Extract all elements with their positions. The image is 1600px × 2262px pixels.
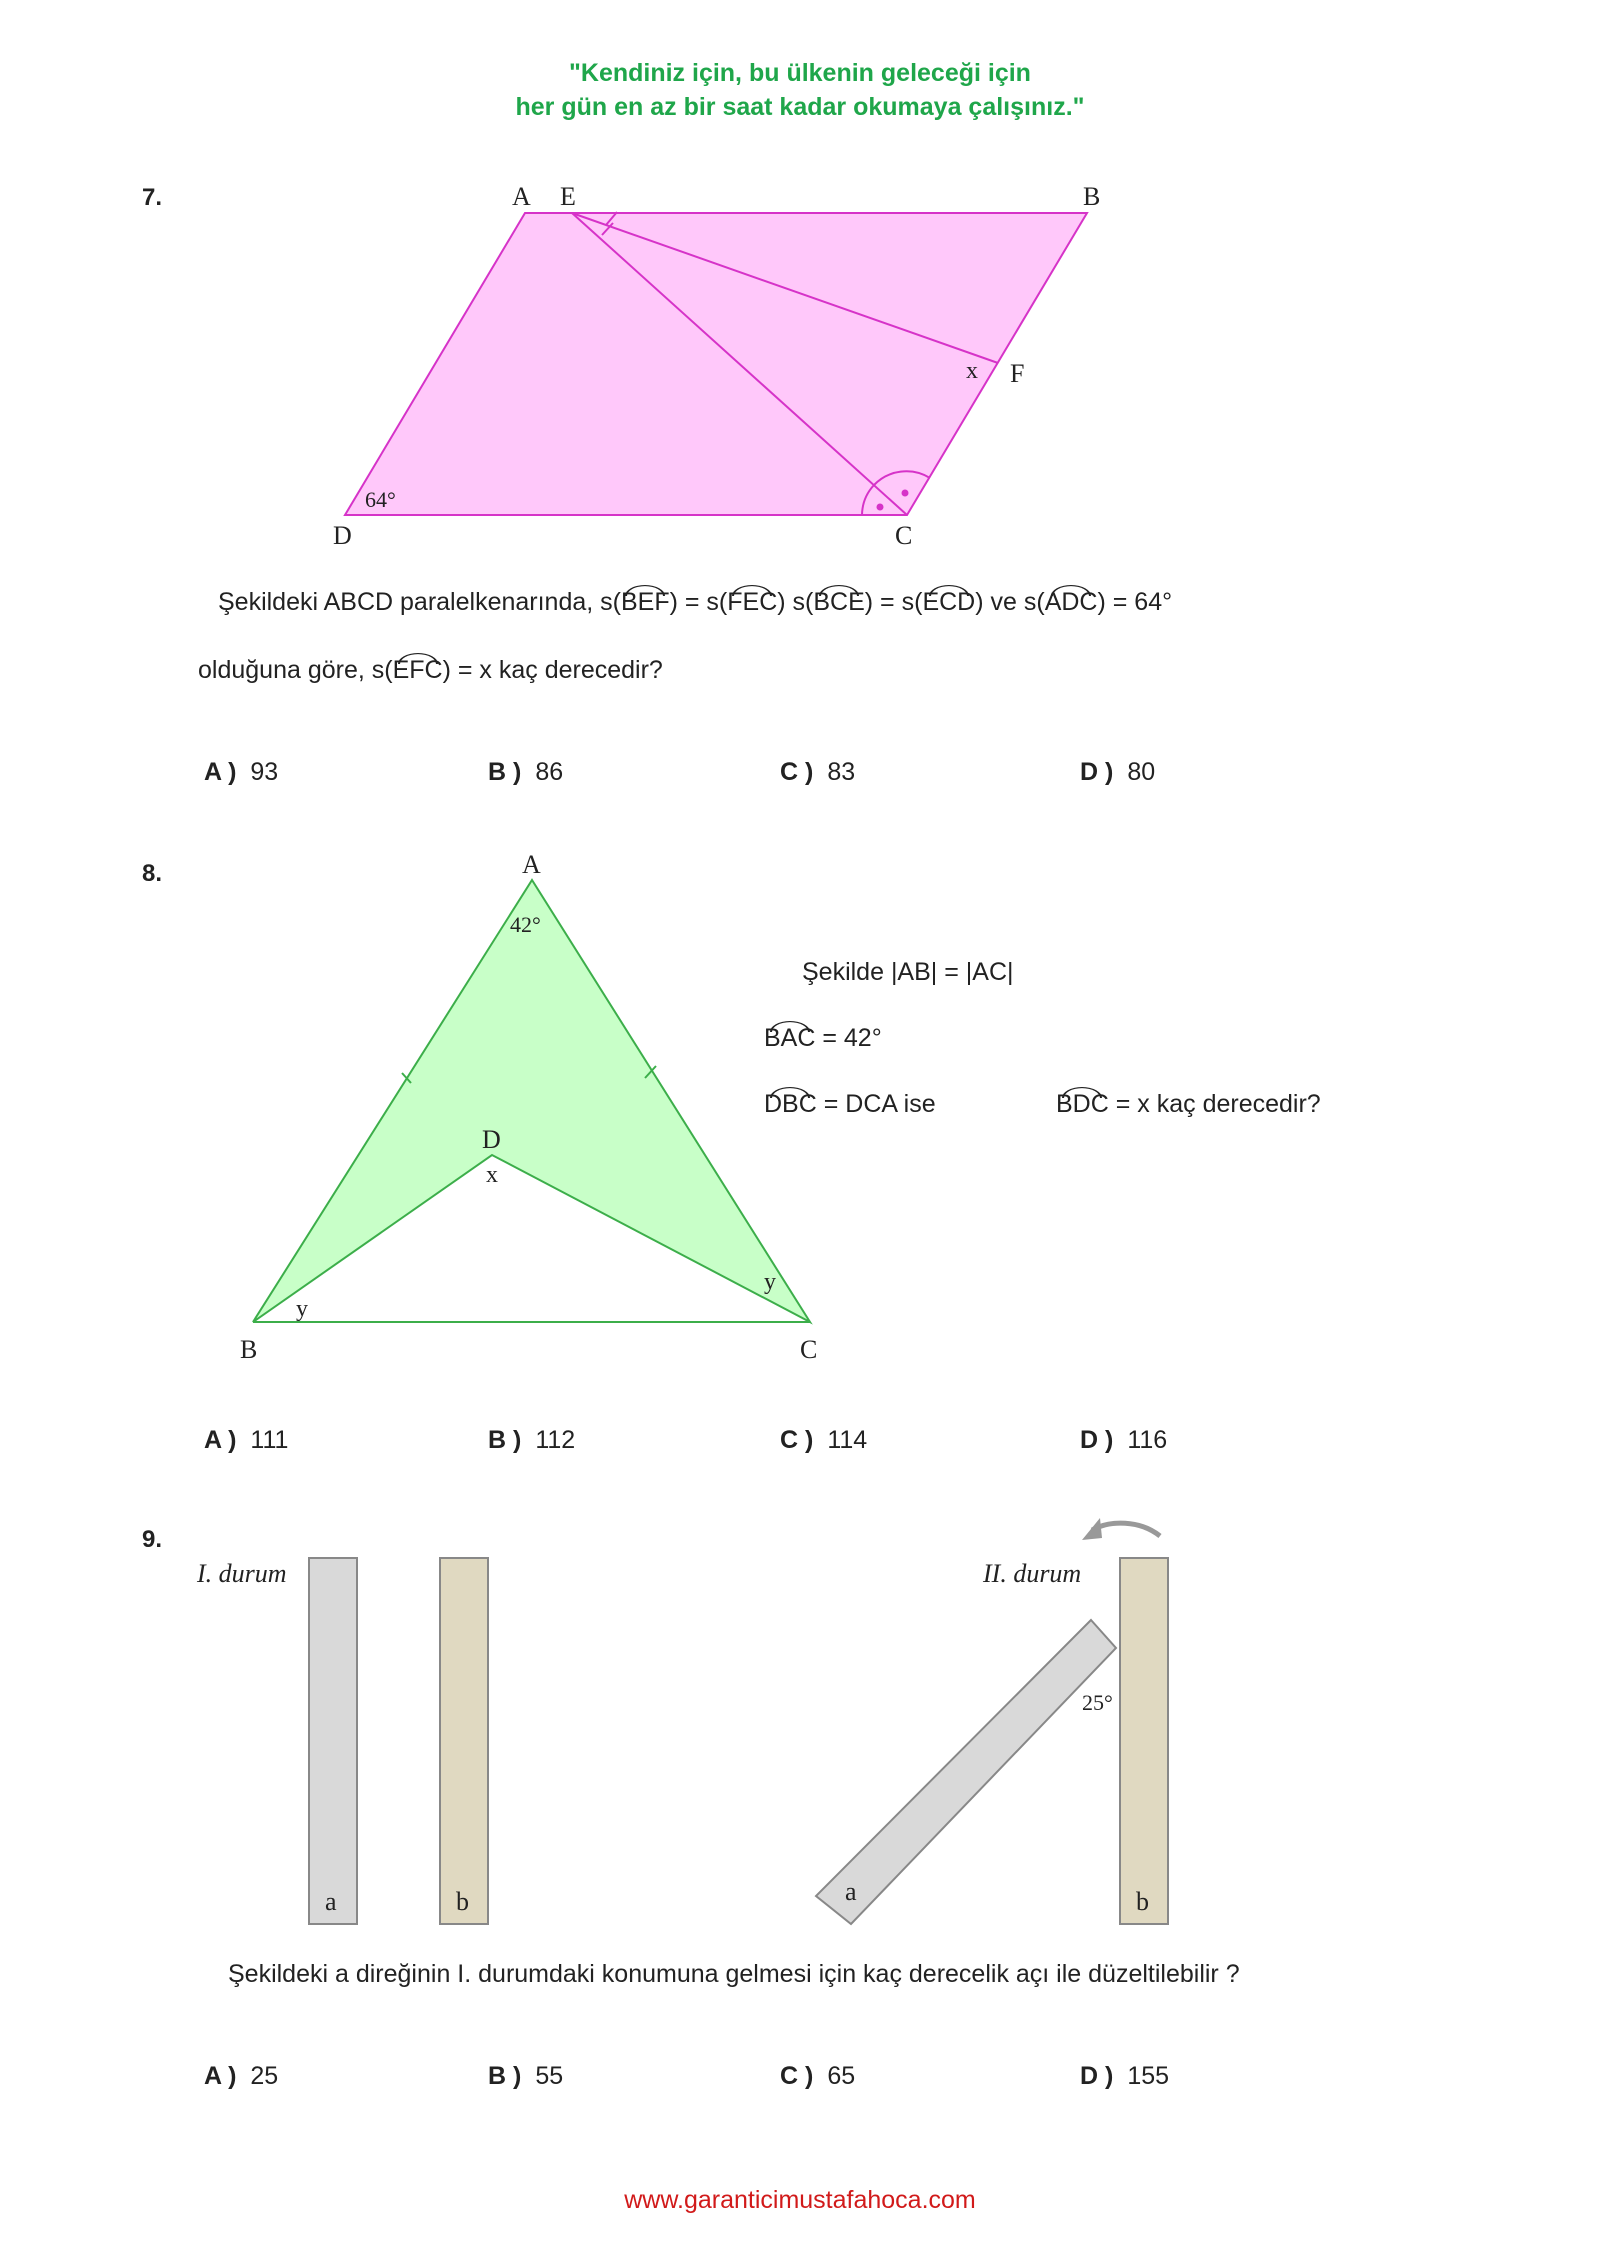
label-c: C <box>895 521 913 550</box>
case-1-label: I. durum <box>197 1559 287 1588</box>
question-9-number: 9. <box>142 1526 163 1553</box>
q9-option-c[interactable] <box>780 2062 855 2091</box>
angle-label-64: 64° <box>365 487 396 512</box>
option-value: 112 <box>535 1426 576 1454</box>
option-value: 114 <box>827 1426 868 1454</box>
pole-b-label-2: b <box>1136 1887 1149 1916</box>
option-value: 116 <box>1127 1426 1168 1454</box>
angle-label-25: 25° <box>1082 1690 1113 1715</box>
question-8-number: 8. <box>142 860 163 887</box>
q9-option-a[interactable] <box>204 2062 278 2091</box>
option-value: 25 <box>250 2062 279 2090</box>
option-letter: D ) <box>1080 1426 1114 1454</box>
pole-a-tilted <box>816 1620 1116 1924</box>
quote-line-2: her gün en az bir saat kadar okumaya çalışınız." <box>515 93 1085 121</box>
arc-bac: BAC <box>764 1024 816 1052</box>
q8-option-b[interactable] <box>488 1426 575 1455</box>
footer-url[interactable]: www.garanticimustafahoca.com <box>624 2186 976 2214</box>
option-letter: B ) <box>488 1426 522 1454</box>
text: ) = x kaç derecedir? <box>442 656 663 684</box>
label-c: C <box>800 1335 818 1364</box>
angle-dot-2 <box>902 490 909 497</box>
q7-option-b[interactable] <box>488 758 563 787</box>
option-value: 86 <box>535 758 564 786</box>
option-letter: D ) <box>1080 2062 1114 2090</box>
q8-info-2 <box>764 1024 882 1053</box>
case-2-label: II. durum <box>983 1559 1082 1588</box>
option-letter: C ) <box>780 758 814 786</box>
q8-info-3 <box>764 1090 936 1119</box>
option-value: 83 <box>827 758 856 786</box>
option-value: 55 <box>535 2062 564 2090</box>
angle-label-42: 42° <box>510 912 541 937</box>
pole-a-label-1: a <box>325 1887 337 1916</box>
question-7-text-2 <box>198 656 663 685</box>
q9-question: Şekildeki a direğinin I. durumdaki konumuna gelmesi için kaç derecelik açı ile düzeltilebilir ? <box>228 1960 1240 1988</box>
pole-a-label-2: a <box>845 1877 857 1906</box>
question-7-number: 7. <box>142 184 163 211</box>
label-e: E <box>560 182 576 211</box>
text: ) = s( <box>864 588 923 616</box>
question-7-text-1 <box>218 588 1172 617</box>
option-letter: A ) <box>204 2062 237 2090</box>
q7-option-c[interactable] <box>780 758 855 787</box>
option-value: 155 <box>1127 2062 1170 2090</box>
label-x: x <box>486 1162 498 1188</box>
option-letter: A ) <box>204 758 237 786</box>
text: ) s( <box>777 588 814 616</box>
q9-option-b[interactable] <box>488 2062 563 2091</box>
pole-b-upright-2 <box>1120 1558 1168 1924</box>
text: ) ve s( <box>975 588 1045 616</box>
arc-bef: BEF <box>620 588 670 616</box>
arc-fec: FEC <box>727 588 778 616</box>
q7-option-d[interactable] <box>1080 758 1155 787</box>
option-letter: C ) <box>780 2062 814 2090</box>
rotate-arrow-icon <box>1092 1523 1160 1536</box>
quote-line-1: "Kendiniz için, bu ülkenin geleceği için <box>569 59 1031 87</box>
option-value: 111 <box>250 1426 289 1454</box>
option-letter: B ) <box>488 758 522 786</box>
label-y-c: y <box>764 1269 776 1295</box>
option-value: 93 <box>250 758 279 786</box>
triangle-abc-shaded <box>253 880 810 1322</box>
arc-adc: ADC <box>1044 588 1098 616</box>
q8-option-d[interactable] <box>1080 1426 1167 1455</box>
label-b: B <box>240 1335 258 1364</box>
label-b: B <box>1083 182 1101 211</box>
option-letter: B ) <box>488 2062 522 2090</box>
pole-b-label-1: b <box>456 1887 469 1916</box>
q8-info-1: Şekilde |AB| = |AC| <box>802 958 1014 986</box>
text: ) = 64° <box>1097 588 1173 616</box>
q9-option-d[interactable] <box>1080 2062 1169 2091</box>
pole-a-upright <box>309 1558 357 1924</box>
arc-efc: EFC <box>392 656 443 684</box>
q8-option-a[interactable] <box>204 1426 288 1455</box>
q8-info-4 <box>1056 1090 1321 1119</box>
option-letter: C ) <box>780 1426 814 1454</box>
option-value: 80 <box>1127 758 1156 786</box>
option-value: 65 <box>827 2062 856 2090</box>
parallelogram-figure <box>0 0 1600 600</box>
pole-b-upright <box>440 1558 488 1924</box>
label-d: D <box>482 1125 501 1154</box>
angle-dot-1 <box>877 504 884 511</box>
text: Şekildeki ABCD paralelkenarında, s( <box>218 588 621 616</box>
arc-ecd: ECD <box>922 588 976 616</box>
q8-option-c[interactable] <box>780 1426 867 1455</box>
label-a: A <box>512 182 531 211</box>
arc-dbc: DBC <box>764 1090 817 1118</box>
arc-bce: BCE <box>813 588 865 616</box>
label-d: D <box>333 521 352 550</box>
option-letter: A ) <box>204 1426 237 1454</box>
label-x: x <box>966 358 978 384</box>
arc-bdc: BDC <box>1056 1090 1109 1118</box>
label-y-b: y <box>296 1296 308 1322</box>
option-letter: D ) <box>1080 758 1114 786</box>
label-f: F <box>1010 359 1025 388</box>
q7-option-a[interactable] <box>204 758 278 787</box>
poles-figure <box>0 1500 1600 1940</box>
label-a: A <box>522 850 541 879</box>
text: ) = s( <box>669 588 728 616</box>
text: olduğuna göre, s( <box>198 656 393 684</box>
text: = x kaç derecedir? <box>1108 1090 1321 1118</box>
text: = 42° <box>815 1024 882 1052</box>
text: = DCA ise <box>816 1090 936 1118</box>
rotate-arrow-head <box>1082 1518 1102 1540</box>
